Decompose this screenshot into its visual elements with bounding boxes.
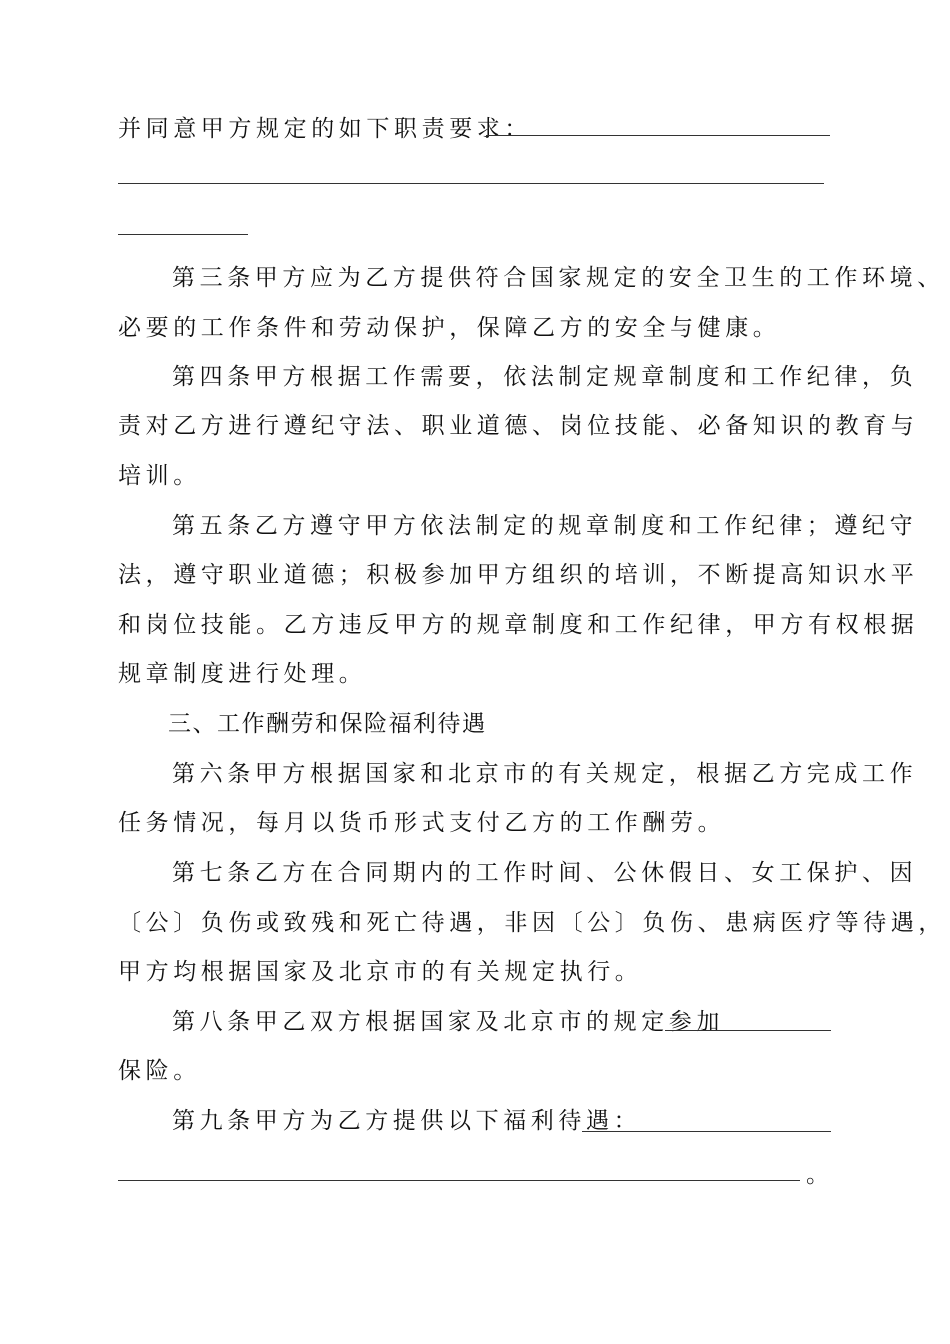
article-7-line-3: 甲方均根据国家及北京市的有关规定执行。 — [118, 959, 643, 985]
duties-blank-3[interactable] — [118, 234, 248, 235]
article-9-line-1: 第九条甲方为乙方提供以下福利待遇： — [172, 1108, 642, 1134]
article-3-line-2: 必要的工作条件和劳动保护，保障乙方的安全与健康。 — [118, 315, 781, 341]
article-4-line-2: 责对乙方进行遵纪守法、职业道德、岗位技能、必备知识的教育与 — [118, 413, 919, 439]
article-5-line-3: 和岗位技能。乙方违反甲方的规章制度和工作纪律，甲方有权根据 — [118, 612, 919, 638]
article-5-line-2: 法，遵守职业道德；积极参加甲方组织的培训，不断提高知识水平 — [118, 562, 919, 588]
article-6-line-2: 任务情况，每月以货币形式支付乙方的工作酬劳。 — [118, 810, 726, 836]
article-8-line-1: 第八条甲乙双方根据国家及北京市的规定参加 — [172, 1009, 724, 1035]
article-5-line-4: 规章制度进行处理。 — [118, 661, 367, 687]
end-mark: 。 — [806, 1162, 829, 1188]
article-7-line-1: 第七条乙方在合同期内的工作时间、公休假日、女工保护、因 — [172, 860, 918, 886]
benefits-blank-2[interactable] — [118, 1180, 800, 1181]
article-3-line-1: 第三条甲方应为乙方提供符合国家规定的安全卫生的工作环境、 — [172, 265, 945, 291]
article-7-line-2: 〔公〕负伤或致残和死亡待遇，非因〔公〕负伤、患病医疗等待遇， — [118, 910, 946, 936]
article-4-line-1: 第四条甲方根据工作需要，依法制定规章制度和工作纪律，负 — [172, 364, 918, 390]
article-6-line-1: 第六条甲方根据国家和北京市的有关规定，根据乙方完成工作 — [172, 761, 918, 787]
section-3-heading: 三、工作酬劳和保险福利待遇 — [168, 711, 487, 737]
duties-intro: 并同意甲方规定的如下职责要求： — [118, 116, 532, 142]
duties-blank-1[interactable] — [486, 135, 830, 136]
article-5-line-1: 第五条乙方遵守甲方依法制定的规章制度和工作纪律；遵纪守 — [172, 513, 918, 539]
article-8-line-2: 保险。 — [118, 1058, 201, 1084]
benefits-blank-1[interactable] — [582, 1131, 831, 1132]
article-4-line-3: 培训。 — [118, 463, 201, 489]
duties-blank-2[interactable] — [118, 183, 824, 184]
insurance-blank[interactable] — [665, 1030, 831, 1031]
